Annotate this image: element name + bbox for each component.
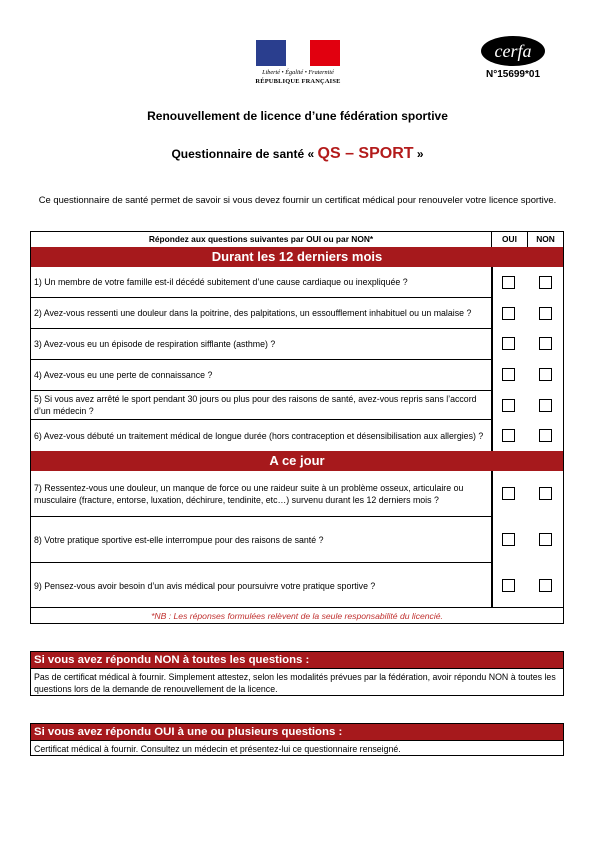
marianne-flag-icon: [256, 40, 340, 66]
section-today: A ce jour: [31, 451, 563, 471]
question-row: 5) Si vous avez arrêté le sport pendant 30 jours ou plus pour des raisons de santé, avez-vous repris sans l’accord d’un médecin ?: [31, 391, 492, 420]
questionnaire-table: [30, 231, 564, 624]
table-header-no: NON: [536, 234, 555, 244]
question-row: 6) Avez-vous débuté un traitement médical de longue durée (hors contraception et désensibilisation aux allergies) ?: [31, 420, 492, 451]
section-12-months: Durant les 12 derniers mois: [31, 247, 563, 267]
checkbox-q4-oui[interactable]: [502, 368, 515, 381]
table-header-instructions: Répondez aux questions suivantes par OUI ou par NON*: [31, 232, 492, 247]
intro-text: Ce questionnaire de santé permet de savoir si vous devez fournir un certificat médical pour renouveler votre licence sportive.: [38, 194, 557, 205]
result-yes-title: Si vous avez répondu OUI à une ou plusieurs questions :: [31, 724, 563, 740]
checkbox-q3-oui[interactable]: [502, 337, 515, 350]
checkbox-q5-non[interactable]: [539, 399, 552, 412]
question-row: 2) Avez-vous ressenti une douleur dans la poitrine, des palpitations, un essoufflement inhabituel ou un malaise ?: [31, 298, 492, 329]
result-box-yes: [30, 723, 564, 756]
checkbox-q5-oui[interactable]: [502, 399, 515, 412]
checkbox-q7-non[interactable]: [539, 487, 552, 500]
subtitle-highlight: QS – SPORT: [317, 145, 414, 162]
result-yes-body: Certificat médical à fournir. Consultez un médecin et présentez-lui ce questionnaire renseigné.: [31, 740, 563, 757]
checkbox-q6-oui[interactable]: [502, 429, 515, 442]
result-box-no: [30, 651, 564, 696]
checkbox-q1-non[interactable]: [539, 276, 552, 289]
table-header-yes: OUI: [492, 232, 528, 247]
question-row: 3) Avez-vous eu un épisode de respiration sifflante (asthme) ?: [31, 329, 492, 360]
result-no-body: Pas de certificat médical à fournir. Simplement attestez, selon les modalités prévues par la fédération, avoir répondu NON à toutes les questions lors de la demande de renouvellement de la licence.: [31, 668, 563, 697]
result-no-title: Si vous avez répondu NON à toutes les questions :: [31, 652, 563, 668]
checkbox-q2-non[interactable]: [539, 307, 552, 320]
subtitle-prefix: Questionnaire de santé «: [171, 147, 318, 161]
cerfa-logo: cerfa: [481, 36, 545, 66]
checkbox-q7-oui[interactable]: [502, 487, 515, 500]
cerfa-number: N°15699*01: [485, 69, 541, 80]
checkbox-q6-non[interactable]: [539, 429, 552, 442]
marianne-logo: [252, 40, 344, 90]
page-subtitle: [0, 145, 595, 163]
republic-motto: Liberté • Égalité • Fraternité: [262, 69, 334, 76]
checkbox-q8-oui[interactable]: [502, 533, 515, 546]
table-footnote: *NB : Les réponses formulées relèvent de la seule responsabilité du licencié.: [151, 611, 443, 621]
checkbox-q1-oui[interactable]: [502, 276, 515, 289]
checkbox-q9-non[interactable]: [539, 579, 552, 592]
question-row: 7) Ressentez-vous une douleur, un manque de force ou une raideur suite à un problème osseux, articulaire ou musculaire (fracture, entorse, luxation, déchirure, tendinite, etc…) survenu durant les 12 derniers mois ?: [31, 471, 492, 517]
question-row: 4) Avez-vous eu une perte de connaissance ?: [31, 360, 492, 391]
question-row: 8) Votre pratique sportive est-elle interrompue pour des raisons de santé ?: [31, 517, 492, 563]
page-title: Renouvellement de licence d’une fédération sportive: [147, 109, 448, 123]
republic-name: RÉPUBLIQUE FRANÇAISE: [255, 78, 341, 85]
checkbox-q9-oui[interactable]: [502, 579, 515, 592]
subtitle-suffix: »: [413, 147, 424, 161]
checkbox-q3-non[interactable]: [539, 337, 552, 350]
question-row: 9) Pensez-vous avoir besoin d’un avis médical pour poursuivre votre pratique sportive ?: [31, 563, 492, 608]
checkbox-q2-oui[interactable]: [502, 307, 515, 320]
question-row: 1) Un membre de votre famille est-il décédé subitement d’une cause cardiaque ou inexpliquée ?: [31, 267, 492, 298]
checkbox-q4-non[interactable]: [539, 368, 552, 381]
checkbox-q8-non[interactable]: [539, 533, 552, 546]
